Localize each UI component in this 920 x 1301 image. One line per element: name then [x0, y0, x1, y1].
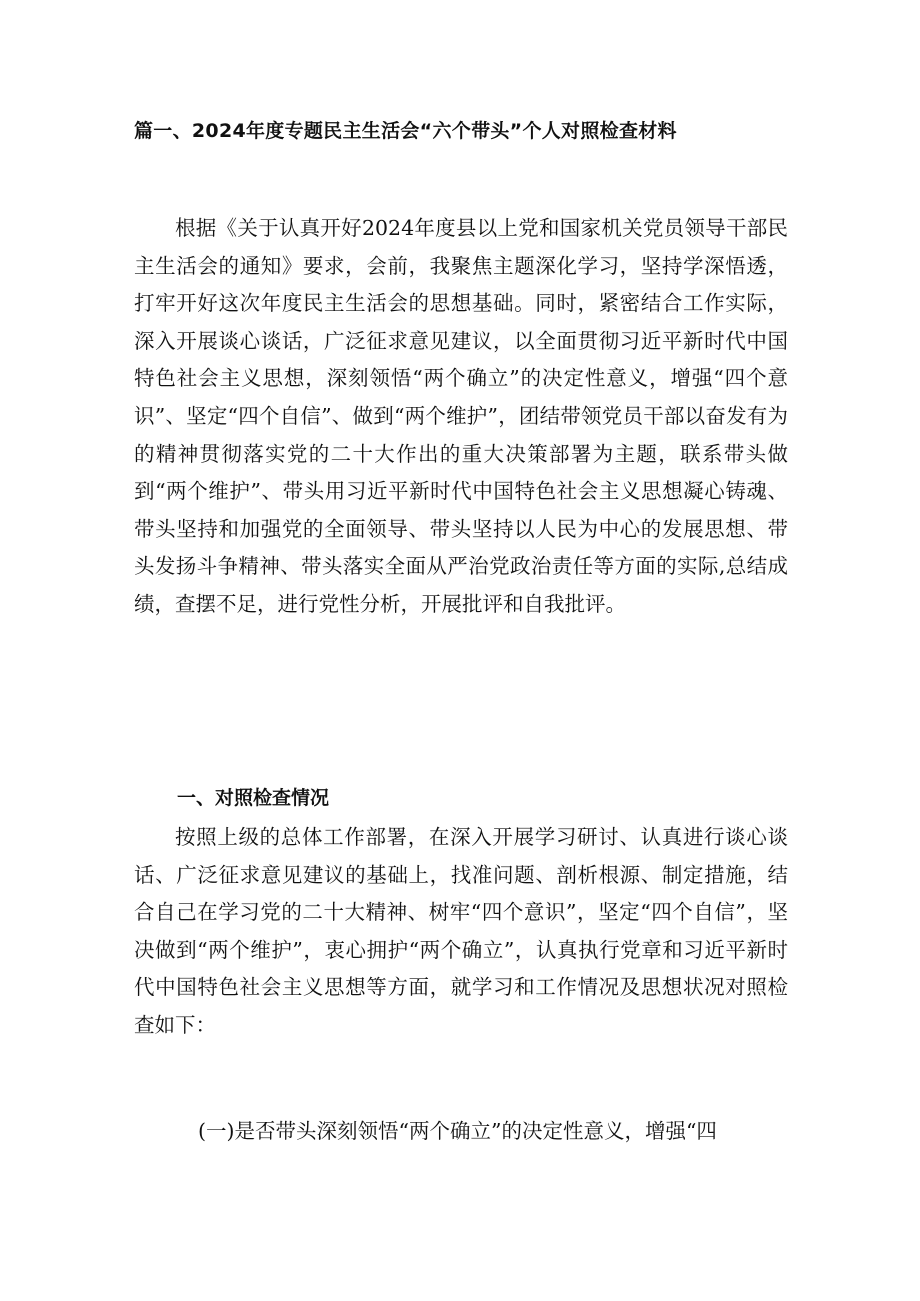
- section-1-heading: 一、对照检查情况: [177, 787, 330, 809]
- intro-paragraph: 根据《关于认真开好2024年度县以上党和国家机关党员领导干部民主生活会的通知》要求，会前，我聚焦主题深化学习，坚持学深悟透，打牢开好这次年度民主生活会的思想基础。同时，紧密结合工作实际，深入开展谈心谈话，广泛征求意见建议，以全面贯彻习近平新时代中国特色社会主义思想，深刻领悟“两个确立”的决定性意义，增强“四个意识”、坚定“四个自信”、做到“两个维护”，团结带领党员干部以奋发有为的精神贯彻落实党的二十大作出的重大决策部署为主题，联系带头做到“两个维护”、带头用习近平新时代中国特色社会主义思想凝心铸魂、带头坚持和加强党的全面领导、带头坚持以人民为中心的发展思想、带头发扬斗争精神、带头落实全面从严治党政治责任等方面的实际,总结成绩，查摆不足，进行党性分析，开展批评和自我批评。: [134, 216, 788, 616]
- document-title: 篇一、2024年度专题民主生活会“六个带头”个人对照检查材料: [134, 120, 677, 142]
- section-1-paragraph: 按照上级的总体工作部署，在深入开展学习研讨、认真进行谈心谈话、广泛征求意见建议的基础上，找准问题、剖析根源、制定措施，结合自己在学习党的二十大精神、树牢“四个意识”，坚定“四个自信”，坚决做到“两个维护”，衷心拥护“两个确立”，认真执行党章和习近平新时代中国特色社会主义思想等方面，就学习和工作情况及思想状况对照检查如下：: [134, 825, 788, 1037]
- subsection-1-heading: (一)是否带头深刻领悟“两个确立”的决定性意义，增强“四: [198, 1119, 717, 1143]
